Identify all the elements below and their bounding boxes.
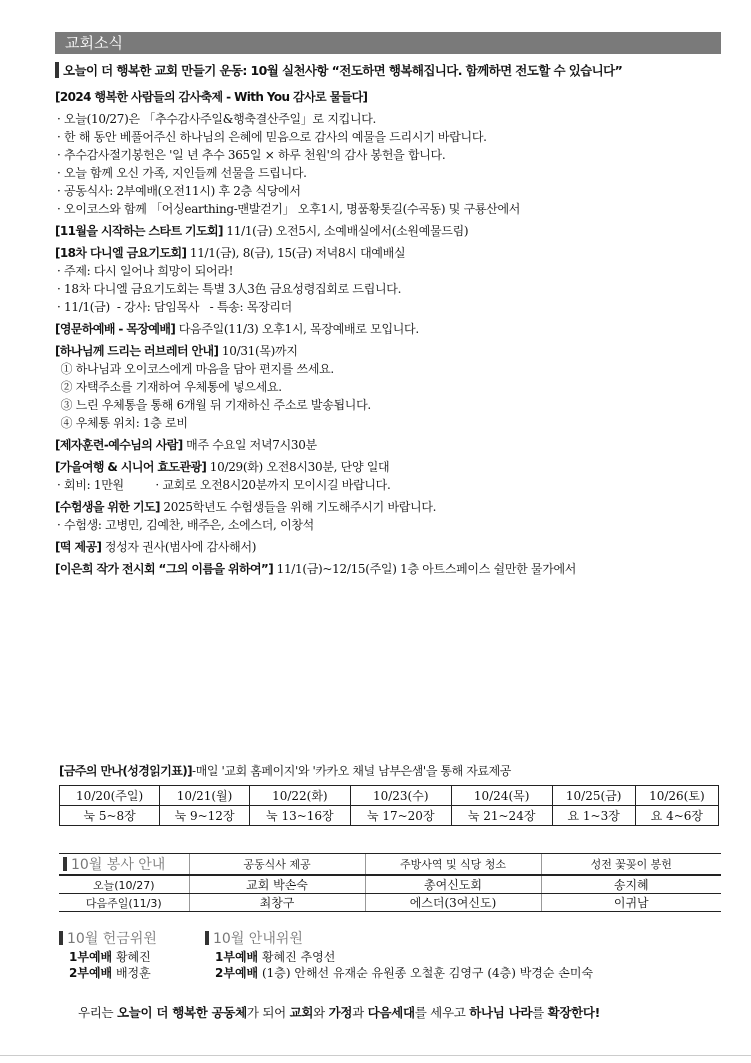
headline-text: 오늘이 더 행복한 교회 만들기 운동: 10월 실천사항 “전도하면 행복해집니다. 함께하면 전도할 수 있습니다” [63,63,623,78]
service-cell: 교회 박손숙 [189,875,365,894]
news-detail-line [55,378,721,396]
motto-text: 와 [313,1005,329,1020]
news-detail-line [55,476,721,494]
service-title-cell [59,854,189,876]
news-item [55,458,721,494]
reading-day: 10/20(주일) [60,786,160,806]
motto-text: 과 [352,1005,368,1020]
news-heading-line [55,538,721,556]
service-cell: 에스더(3여신도) [365,894,541,912]
news-item [55,110,721,218]
news-text: · 주제: 다시 일어나 희망이 되어라! [57,264,234,278]
bible-reading-heading: [금주의 만나(성경읽기표)] [59,764,193,778]
news-heading-line [55,320,721,338]
service-section [59,853,721,912]
motto-emphasis: 가정 [328,1005,353,1020]
bible-reading-table [59,785,719,826]
offering-names: 배정훈 [112,966,151,980]
bible-reading-section [59,762,719,826]
news-text: · 오늘(10/27)은 「추수감사주일&행축결산주일」로 지킵니다. [57,112,377,126]
list-item [205,965,593,981]
motto-text: 를 세우고 [414,1005,470,1020]
usher-role: 2부예배 [215,966,259,980]
news-text: 다음주일(11/3) 오후1시, 목장예배로 모입니다. [175,322,419,336]
service-cell: 이귀남 [541,894,721,912]
list-item [205,949,593,965]
reading-day: 10/26(토) [635,786,718,806]
reading-passage: 눅 5~8장 [60,806,160,826]
news-detail-line [55,396,721,414]
usher-names: (1층) 안해선 유재순 유원종 오철훈 김영구 (4층) 박경순 손미숙 [258,966,594,980]
news-detail-line [55,200,721,218]
news-heading-line [55,222,721,240]
news-detail-line [55,262,721,280]
news-heading-line [55,436,721,454]
news-heading: [18차 다니엘 금요기도회] [55,246,187,260]
reading-day: 10/22(화) [249,786,350,806]
news-text: · 한 해 동안 베풀어주신 하나님의 은혜에 믿음으로 감사의 예물을 드리시기 바랍니다. [57,130,487,144]
offering-title-text: 10월 헌금위원 [67,931,157,947]
news-heading: [떡 제공] [55,540,102,554]
news-detail-line [55,182,721,200]
news-item [55,88,721,106]
offering-names: 황혜진 [112,950,151,964]
reading-passage: 눅 21~24장 [451,806,552,826]
motto-emphasis: 오늘이 더 행복한 공동체 [117,1005,247,1020]
news-heading-line [55,560,721,578]
news-detail-line [55,414,721,432]
reading-passage: 눅 9~12장 [160,806,250,826]
motto-text: 가 되어 [246,1005,290,1020]
service-row-label: 다음주일(11/3) [59,894,189,912]
reading-passage: 요 4~6장 [635,806,718,826]
news-detail-line [55,360,721,378]
news-heading: [2024 행복한 사람들의 감사축제 - With You 감사로 물들다] [55,90,368,104]
news-detail-line [55,164,721,182]
news-text: · 오늘 함께 오신 가족, 지인들께 선물을 드립니다. [57,166,307,180]
news-item [55,538,721,556]
motto-emphasis: 하나님 나라 [469,1005,533,1020]
news-item [55,342,721,432]
section-title: 교회소식 [55,32,721,54]
news-heading: [이은희 작가 전시회 “그의 이름을 위하여”] [55,562,274,576]
news-heading: [가을여행 & 시니어 효도관광] [55,460,207,474]
reading-passage: 눅 13~16장 [249,806,350,826]
service-column-header: 성전 꽃꽂이 봉헌 [541,854,721,876]
news-item [55,436,721,454]
news-text: · 11/1(금) - 강사: 담임목사 - 특송: 목장리더 [57,300,292,314]
news-text: ③ 느린 우체통을 통해 6개월 뒤 기재하신 주소로 발송됩니다. [57,398,371,412]
bible-reading-note: -매일 '교회 홈페이지'와 '카카오 채널 남부은샘'을 통해 자료제공 [192,764,512,778]
news-text: 2025학년도 수험생들을 위해 기도해주시기 바랍니다. [159,500,437,514]
news-heading: [11월을 시작하는 스타트 기도회] [55,224,223,238]
news-text: · 18차 다니엘 금요기도회는 특별 3人3色 금요성령집회로 드립니다. [57,282,402,296]
usher-title-marker [205,931,209,945]
reading-day: 10/23(수) [350,786,451,806]
offering-role: 1부예배 [69,950,113,964]
news-items [55,88,721,578]
news-text: 11/1(금)~12/15(주일) 1층 아트스페이스 쉴만한 물가에서 [273,562,577,576]
offering-role: 2부예배 [69,966,113,980]
motto-emphasis: 확장한다! [547,1005,601,1020]
list-item [59,949,157,965]
headline-marker [55,62,59,78]
news-heading: [하나님께 드리는 러브레터 안내] [55,344,219,358]
footer-divider [0,1055,751,1056]
table-row [60,806,719,826]
news-heading-line [55,342,721,360]
usher-role: 1부예배 [215,950,259,964]
usher-title-text: 10월 안내위원 [213,931,303,947]
news-text: ② 자택주소를 기재하여 우체통에 넣으세요. [57,380,282,394]
news-heading-line [55,88,721,106]
motto-text: 우리는 [78,1005,117,1020]
table-row [59,875,721,894]
news-item [55,560,721,578]
news-item [55,222,721,240]
reading-passage: 요 1~3장 [552,806,635,826]
news-detail-line [55,280,721,298]
news-text: · 추수감사절기봉헌은 '일 년 추수 365일 × 하루 천원'의 감사 봉헌을 합니다. [57,148,446,162]
reading-passage: 눅 17~20장 [350,806,451,826]
news-section [55,32,721,582]
news-detail-line [55,298,721,316]
news-item [55,244,721,316]
news-detail-line [55,110,721,128]
news-text: 10/31(목)까지 [218,344,298,358]
service-title: 10월 봉사 안내 [71,857,166,873]
news-text: 10/29(화) 오전8시30분, 단양 일대 [206,460,390,474]
news-detail-line [55,128,721,146]
table-row [59,894,721,912]
news-text: 정성자 권사(범사에 감사해서) [101,540,257,554]
service-column-header: 공동식사 제공 [189,854,365,876]
service-cell: 최창구 [189,894,365,912]
list-item [59,965,157,981]
service-column-header: 주방사역 및 식당 청소 [365,854,541,876]
offering-title [59,931,157,947]
usher-title [205,931,593,947]
news-text: · 공동식사: 2부예배(오전11시) 후 2층 식당에서 [57,184,301,198]
headline [55,61,721,79]
news-heading: [수험생을 위한 기도] [55,500,160,514]
reading-day: 10/21(월) [160,786,250,806]
news-text: 11/1(금) 오전5시, 소예배실에서(소원예물드림) [222,224,469,238]
church-motto [78,1003,600,1021]
offering-committee [59,931,157,981]
service-cell: 송지혜 [541,875,721,894]
news-text: 11/1(금), 8(금), 15(금) 저녁8시 대예배실 [186,246,406,260]
news-text: 매주 수요일 저녁7시30분 [182,438,317,452]
news-text: · 수험생: 고병민, 김예찬, 배주은, 소에스더, 이창석 [57,518,314,532]
reading-day: 10/25(금) [552,786,635,806]
motto-text: 를 [532,1005,548,1020]
news-detail-line [55,146,721,164]
bible-reading-title [59,762,719,779]
motto-emphasis: 교회 [289,1005,314,1020]
news-heading-line [55,244,721,262]
news-heading-line [55,458,721,476]
usher-committee [205,931,593,981]
news-text: ① 하나님과 오이코스에게 마음을 담아 편지를 쓰세요. [57,362,334,376]
news-item [55,498,721,534]
news-text: · 오이코스와 함께 「어싱earthing-맨발걷기」 오후1시, 명품황톳길(수곡동) 및 구룡산에서 [57,202,521,216]
news-heading: [영문하예배 - 목장예배] [55,322,176,336]
news-heading: [제자훈련-예수님의 사람] [55,438,183,452]
news-text: ④ 우체통 위치: 1층 로비 [57,416,188,430]
usher-names: 황혜진 추영선 [258,950,336,964]
service-cell: 총여신도회 [365,875,541,894]
motto-emphasis: 다음세대 [367,1005,415,1020]
offering-title-marker [59,931,63,945]
news-item [55,320,721,338]
news-text: · 회비: 1만원 · 교회로 오전8시20분까지 모이시길 바랍니다. [57,478,391,492]
service-title-marker [63,857,67,871]
news-detail-line [55,516,721,534]
table-row [59,854,721,876]
news-heading-line [55,498,721,516]
table-row [60,786,719,806]
reading-day: 10/24(목) [451,786,552,806]
service-table [59,853,721,912]
service-row-label: 오늘(10/27) [59,875,189,894]
